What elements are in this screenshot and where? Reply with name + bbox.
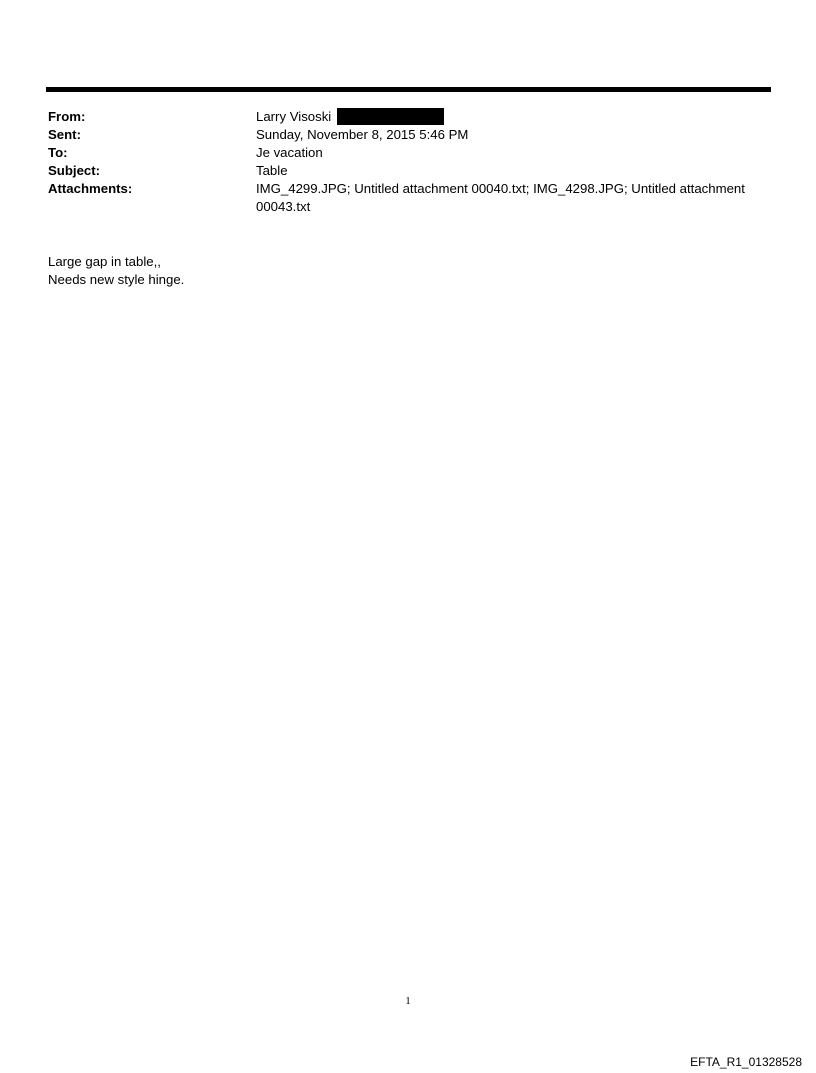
attachments-row [48, 180, 768, 216]
body-line: Large gap in table,, [48, 254, 161, 269]
from-value [256, 108, 756, 126]
body-line: Needs new style hinge. [48, 272, 185, 287]
to-value: Je vacation [256, 145, 323, 160]
attachments-label: Attachments: [48, 181, 133, 196]
sent-label: Sent: [48, 127, 81, 142]
to-label: To: [48, 145, 68, 160]
page-number: 1 [405, 995, 411, 1007]
attachments-value: IMG_4299.JPG; Untitled attachment 00040.txt; IMG_4298.JPG; Untitled attachment 00043.txt [256, 181, 745, 214]
sender-name: Larry Visoski [256, 109, 332, 124]
subject-label: Subject: [48, 163, 101, 178]
header-divider [46, 87, 771, 92]
from-row [48, 108, 768, 126]
from-label: From: [48, 109, 86, 124]
subject-row [48, 162, 768, 180]
subject-value: Table [256, 163, 288, 178]
redaction-box [337, 108, 444, 125]
sent-value: Sunday, November 8, 2015 5:46 PM [256, 127, 469, 142]
to-row [48, 144, 768, 162]
sent-row [48, 126, 768, 144]
email-body [48, 253, 184, 289]
email-header [48, 108, 768, 216]
document-id: EFTA_R1_01328528 [690, 1055, 802, 1069]
